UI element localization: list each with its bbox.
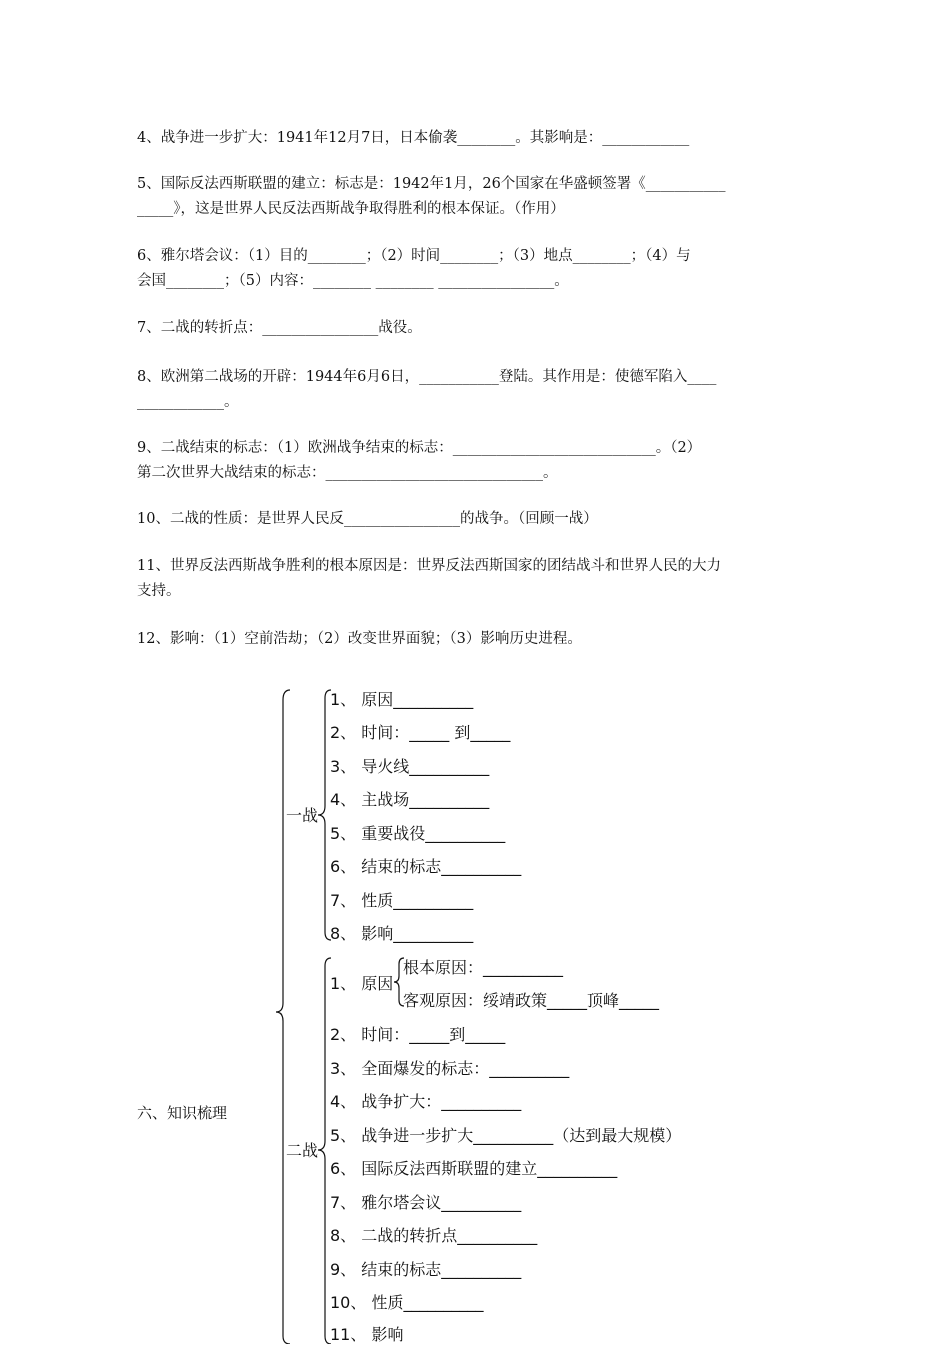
ww2-item: 10、 性质__________ [330,1293,484,1312]
ww2-item: 8、 二战的转折点__________ [330,1226,538,1245]
ww2-item: 6、 国际反法西斯联盟的建立__________ [330,1159,618,1178]
question-8: 8、欧洲第二战场的开辟：1944年6月6日，___________登陆。其作用是：使德军陷入____ ____________。 [137,369,717,410]
ww2-item: 7、 雅尔塔会议__________ [330,1193,522,1212]
ww1-item: 3、 导火线__________ [330,757,490,776]
ww2-brace [318,958,331,1344]
ww1-item: 1、 原因__________ [330,690,474,709]
question-7: 7、二战的转折点：________________战役。 [137,320,422,336]
ww1-item: 7、 性质__________ [330,891,474,910]
question-9: 9、二战结束的标志：（1）欧洲战争结束的标志：____________________________。（2） 第二次世界大战结束的标志：______________________________。 [137,440,702,481]
question-5: 5、国际反法西斯联盟的建立：标志是：1942年1月，26个国家在华盛顿签署《___________ _____》，这是世界人民反法西斯战争取得胜利的根本保证。（作用） [137,176,726,217]
ww1-item: 6、 结束的标志__________ [330,857,522,876]
ww2-item: 11、 影响 [330,1325,404,1344]
ww1-label: 一战 [286,806,319,825]
ww2-item: 5、 战争进一步扩大__________（达到最大规模） [330,1126,682,1145]
ww1-item: 2、 时间：_____ 到_____ [330,723,511,742]
ww1-item: 8、 影响__________ [330,924,474,943]
ww2-item: 3、 全面爆发的标志：__________ [330,1059,570,1078]
ww2-item: 9、 结束的标志__________ [330,1260,522,1279]
question-4: 4、战争进一步扩大：1941年12月7日，日本偷袭________。其影响是：____________ [137,130,690,146]
question-10: 10、二战的性质：是世界人民反________________的战争。（回顾一战） [137,511,598,527]
ww1-item: 4、 主战场__________ [330,790,490,809]
ww1-item: 5、 重要战役__________ [330,824,506,843]
question-11: 11、世界反法西斯战争胜利的根本原因是：世界反法西斯国家的团结战斗和世界人民的大力 支持。 [137,558,721,599]
ww2-cause-objective: 客观原因：绥靖政策_____顶峰_____ [403,991,660,1010]
ww2-cause-root: 根本原因：__________ [403,958,564,977]
question-12: 12、影响：（1）空前浩劫；（2）改变世界面貌；（3）影响历史进程。 [137,631,582,647]
ww2-item: 1、 原因 [330,974,394,993]
outer-brace [276,690,290,1344]
ww2-item: 2、 时间：_____到_____ [330,1025,506,1044]
ww2-item: 4、 战争扩大：__________ [330,1092,522,1111]
question-6: 6、雅尔塔会议：（1）目的________；（2）时间________；（3）地点________；（4）与 会国________；（5）内容：________ ________ ________________。 [137,248,691,289]
ww2-label: 二战 [286,1141,319,1160]
outline-title: 六、知识梳理 [137,1104,228,1122]
